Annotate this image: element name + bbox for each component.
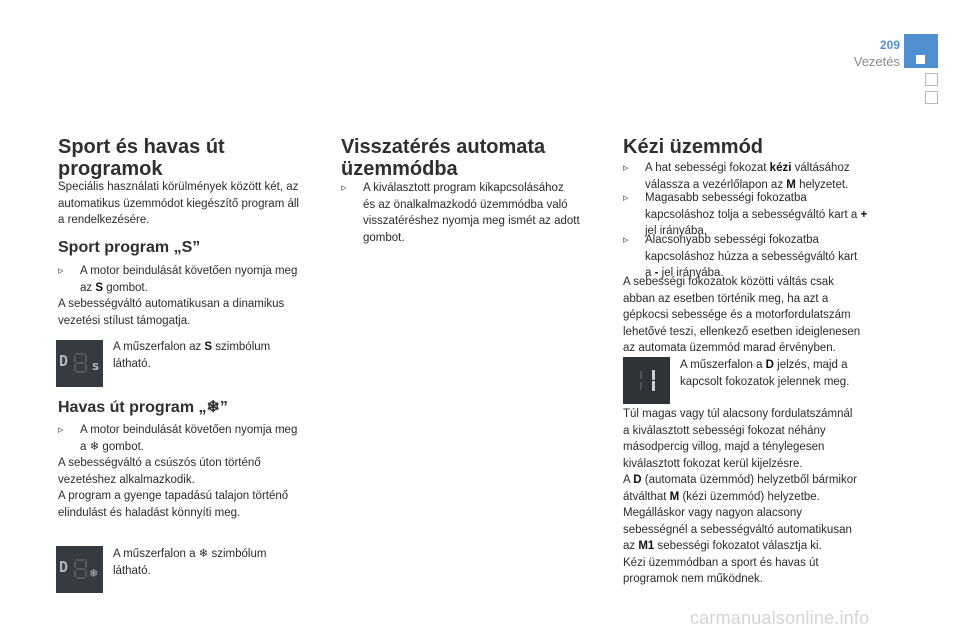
- bullet-icon: ▹: [623, 192, 629, 204]
- bullet-icon: ▹: [58, 265, 64, 277]
- sport-note: A műszerfalon az S szimbólum látható.: [113, 339, 313, 372]
- text-line: A sebességváltó automatikusan a dinamikus: [58, 298, 285, 310]
- text-line: a ❄ gombot.: [80, 440, 144, 453]
- gear-note: A műszerfalon a D jelzés, majd a kapcsolt fokozatok jelennek meg.: [680, 357, 890, 390]
- text-line: visszatéréshez nyomja meg ismét az adott: [363, 215, 580, 227]
- snow-bullet: [58, 422, 328, 456]
- bullet-icon: ▹: [623, 234, 629, 246]
- text-line: kapcsolt fokozatok jelennek meg.: [680, 375, 850, 388]
- panel-s-label: S: [92, 362, 100, 373]
- text-line: kiválasztott fokozat kerül kijelzésre.: [623, 457, 803, 470]
- text-line: kapcsoláshoz húzza a sebességváltó kart: [645, 250, 858, 263]
- text-line: A sebességváltó a csúszós úton történő: [58, 457, 261, 469]
- text-line: a kiválasztott sebességi fokozat néhány: [623, 424, 826, 437]
- heading-line: Visszatérés automata: [341, 136, 546, 158]
- manual-mode-heading: Kézi üzemmód: [623, 136, 764, 158]
- return-auto-heading: [341, 136, 601, 180]
- page-number: 209: [879, 38, 900, 52]
- manual-text-2: Túl magas vagy túl alacsony fordulatszámnál a kiválasztott sebességi fokozat néhány másodpercig villog, majd a ténylegesen kiválasztott fokozat kerül kijelzésre. A D (automata üzemmód) helyzetből bármikor átválthat M (kézi üzemmód) helyzetbe. Megálláskor vagy nagyon alacsony sebességnél a sebességváltó automatikusan az M1 sebességi fokozatot választja ki. Kézi üzemmódban a sport és havas út programok nem működnek.: [623, 406, 903, 588]
- text-line: másodpercig villog, majd a ténylegesen: [623, 441, 825, 453]
- text-line: lehetővé teszi, ellenkező esetben ideiglenesen: [623, 325, 861, 338]
- text-line: abban az esetben történik meg, ha azt a: [623, 292, 829, 305]
- text-line: automatikus üzemmódot kiegészítő program áll: [58, 197, 299, 210]
- text-line: A motor beindulását követően nyomja meg: [80, 424, 298, 436]
- text-line: és az önalkalmazkodó üzemmódba való: [363, 198, 568, 211]
- manual-bullet-1: ▹ A hat sebességi fokozat kézi váltásához válassza a vezérlőlapon az M helyzetet.: [623, 162, 850, 191]
- text-line: A motor beindulását követően nyomja meg: [80, 265, 298, 277]
- bullet-icon: ▹: [341, 182, 347, 194]
- text-line: jel irányába.: [645, 225, 708, 237]
- panel-snow-label: ❄: [89, 567, 99, 580]
- text-line: elindulást és haladást könnyíti meg.: [58, 506, 241, 519]
- tab-marker-icon: [916, 55, 925, 64]
- intro-paragraph: [58, 179, 328, 229]
- text-line: gépkocsi sebessége és a motorfordulatszám: [623, 309, 851, 321]
- text-line: látható.: [113, 564, 151, 577]
- text-line: vezetési stílust támogatja.: [58, 314, 191, 327]
- text-line: programok nem működnek.: [623, 573, 763, 585]
- text-line: látható.: [113, 357, 151, 370]
- heading-line: üzemmódba: [341, 158, 458, 180]
- text-line: A műszerfalon a ❄ szimbólum: [113, 548, 267, 560]
- text-line: Magasabb sebességi fokozatba: [645, 192, 807, 204]
- heading-line: programok: [58, 158, 163, 180]
- sport-bullet: ▹ A motor beindulását követően nyomja meg az S gombot.: [58, 265, 298, 294]
- sport-display-panel: [56, 340, 103, 387]
- manual-bullet-2: ▹ Magasabb sebességi fokozatba kapcsoláshoz tolja a sebességváltó kart a + jel irányába.: [623, 190, 893, 240]
- text-line: A sebességi fokozatok közötti váltás csak: [623, 276, 834, 288]
- bullet-icon: ▹: [58, 424, 64, 436]
- text-line: Speciális használati körülmények között két, az: [58, 181, 299, 193]
- text-line: az automata üzemmód marad érvényben.: [623, 342, 836, 354]
- snow-display-panel: [56, 546, 103, 593]
- bullet-icon: ▹: [623, 162, 629, 174]
- sport-snow-heading: [58, 136, 308, 180]
- text-line: a rendelkezésére.: [58, 214, 150, 226]
- manual-text-1: [623, 274, 903, 357]
- snow-program-heading: Havas út program „❄”: [58, 399, 228, 416]
- gear-display-panel: [623, 357, 670, 404]
- text-line: gombot.: [363, 231, 405, 244]
- text-line: A program a gyenge tapadású talajon történő: [58, 490, 289, 502]
- text-line: Túl magas vagy túl alacsony fordulatszámnál: [623, 408, 853, 420]
- text-line: Alacsonyabb sebességi fokozatba: [645, 234, 819, 246]
- panel-d-label: D: [59, 352, 69, 370]
- text-line: Kézi üzemmódban a sport és havas út: [623, 556, 819, 569]
- manual-bullet-3: ▹ Alacsonyabb sebességi fokozatba kapcsoláshoz húzza a sebességváltó kart a - jel irányába.: [623, 234, 858, 279]
- sport-program-heading: Sport program „S”: [58, 239, 201, 256]
- chapter-tab[interactable]: [925, 73, 938, 86]
- snow-description: [58, 455, 328, 521]
- section-title: Vezetés: [853, 54, 900, 69]
- sport-description: [58, 296, 328, 329]
- return-auto-bullet: [341, 180, 611, 250]
- chapter-tab[interactable]: [925, 91, 938, 104]
- text-line: A kiválasztott program kikapcsolásához: [363, 182, 564, 194]
- text-line: vezetéshez alkalmazkodik.: [58, 473, 195, 486]
- heading-line: Sport és havas út: [58, 136, 225, 158]
- text-line: sebességnél a sebességváltó automatikusan: [623, 523, 852, 536]
- panel-d-label: D: [59, 558, 69, 576]
- watermark: carmanualsonline.info: [690, 608, 870, 628]
- text-line: Megálláskor vagy nagyon alacsony: [623, 507, 802, 519]
- chapter-tab-active[interactable]: [904, 34, 938, 68]
- snow-note: [113, 546, 313, 579]
